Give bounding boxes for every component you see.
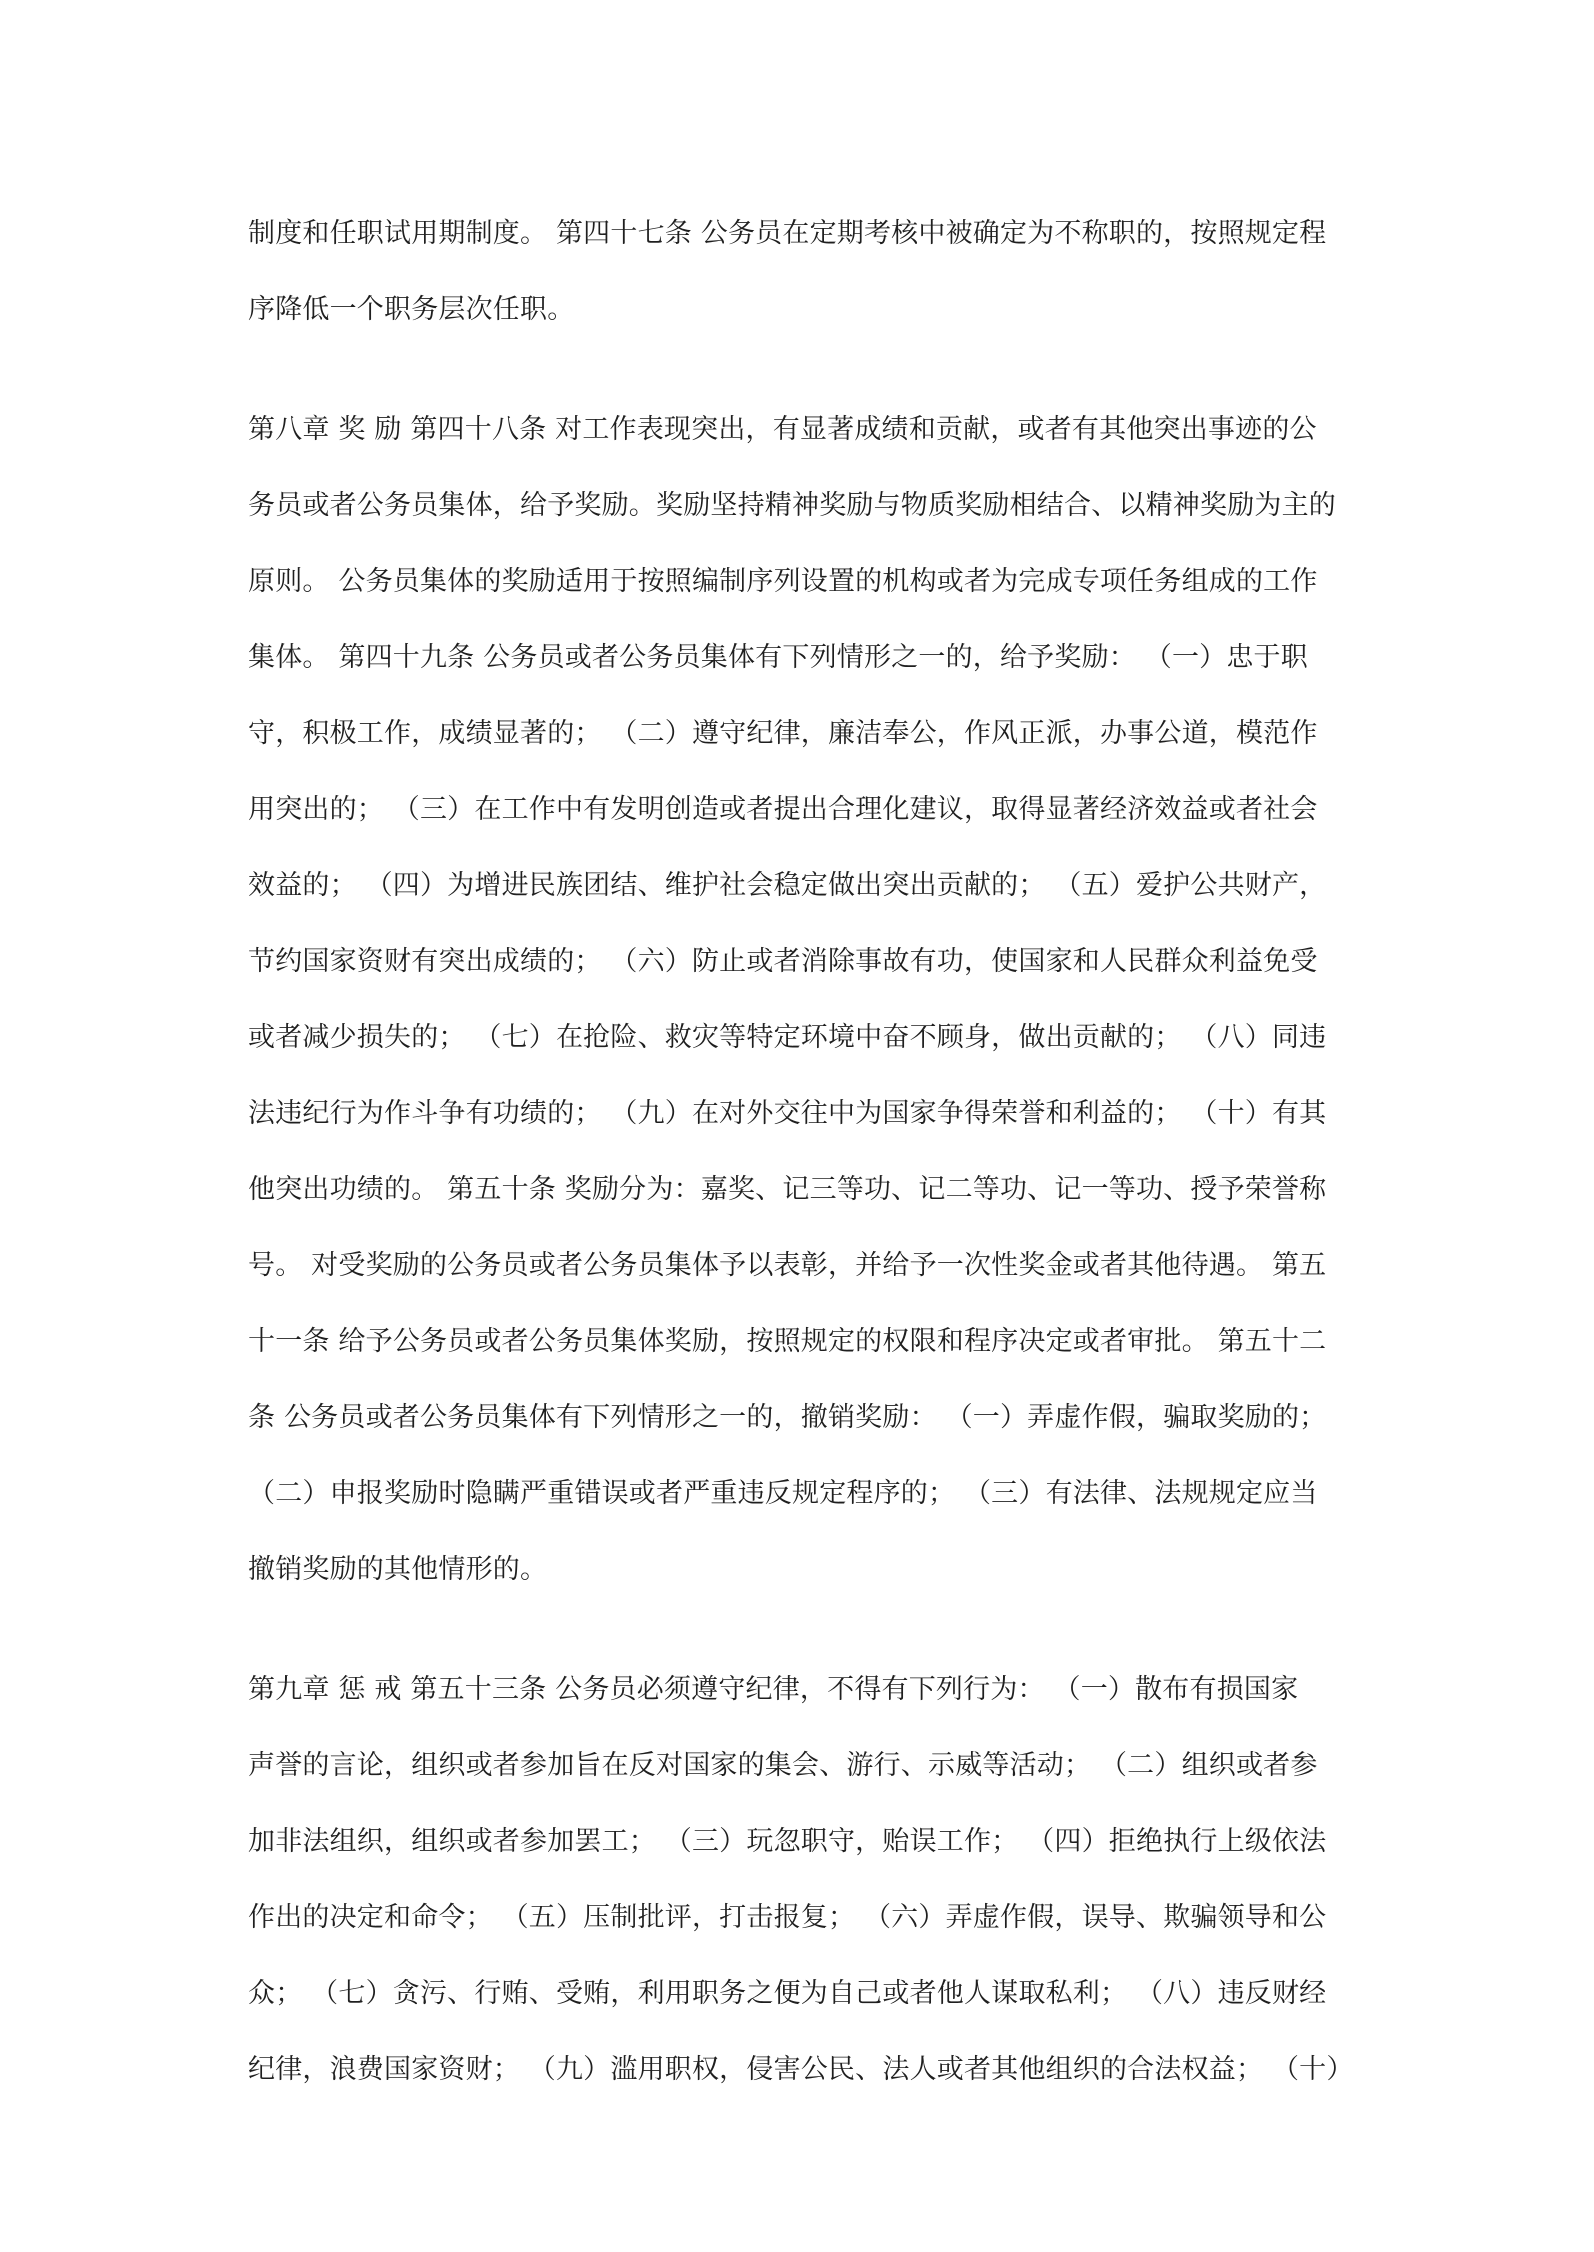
paragraph-chapter-9-discipline: 第九章 惩 戒 第五十三条 公务员必须遵守纪律，不得有下列行为： （一）散布有损国家 声誉的言论，组织或者参加旨在反对国家的集会、游行、示威等活动； （二）组织或者参 加非法组织，组织或者参加罢工； （三）玩忽职守，贻误工作； （四）拒绝执行上级依法 作出的决定和命令； （五）压制批评，打击报复； （六）弄虚作假，误导、欺骗领导和公 众； （七）贪污、行贿、受贿，利用职务之便为自己或者他人谋取私利； （八）违反财经 纪律，浪费国家资财； （九）滥用职权，侵害公民、法人或者其他组织的合法权益； （十） (248, 1674, 1354, 2085)
paragraph-chapter-8-rewards: 第八章 奖 励 第四十八条 对工作表现突出，有显著成绩和贡献，或者有其他突出事迹的公 务员或者公务员集体，给予奖励。奖励坚持精神奖励与物质奖励相结合、以精神奖励为主的 原则。 公务员集体的奖励适用于按照编制序列设置的机构或者为完成专项任务组成的工作 集体。 第四十九条 公务员或者公务员集体有下列情形之一的，给予奖励： （一）忠于职 守，积极工作，成绩显著的； （二）遵守纪律，廉洁奉公，作风正派，办事公道，模范作 用突出的； （三）在工作中有发明创造或者提出合理化建议，取得显著经济效益或者社会 效益的； （四）为增进民族团结、维护社会稳定做出突出贡献的； （五）爱护公共财产， 节约国家资财有突出成绩的； （六）防止或者消除事故有功，使国家和人民群众利益免受 或者减少损失的； （七）在抢险、救灾等特定环境中奋不顾身，做出贡献的； （八）同违 法违纪行为作斗争有功绩的； （九）在对外交往中为国家争得荣誉和利益的； （十）有其 他突出功绩的。 第五十条 奖励分为：嘉奖、记三等功、记二等功、记一等功、授予荣誉称 号。 对受奖励的公务员或者公务员集体予以表彰，并给予一次性奖金或者其他待遇。 第五 十一条 给予公务员或者公务员集体奖励，按照规定的权限和程序决定或者审批。 第五十二 条 公务员或者公务员集体有下列情形之一的，撤销奖励： （一）弄虚作假，骗取奖励的； （二）申报奖励时隐瞒严重错误或者严重违反规定程序的； （三）有法律、法规规定应当 撤销奖励的其他情形的。 (248, 414, 1336, 1585)
document-body (248, 196, 1352, 2108)
paragraph-article-47: 制度和任职试用期制度。 第四十七条 公务员在定期考核中被确定为不称职的，按照规定程 序降低一个职务层次任职。 (248, 218, 1327, 325)
